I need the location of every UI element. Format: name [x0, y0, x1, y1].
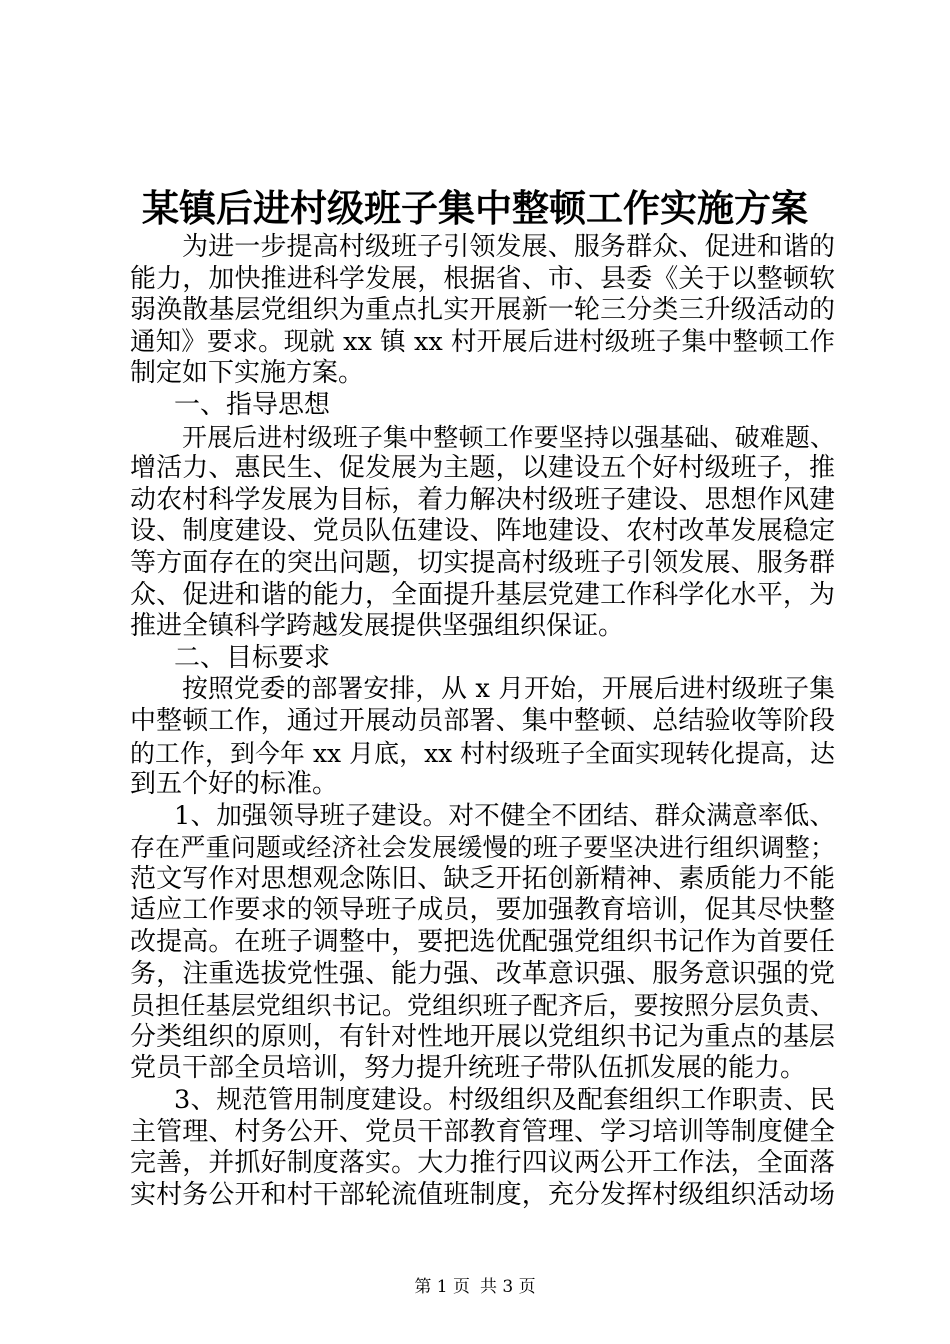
page-number: 第 1 页	[414, 1277, 470, 1297]
body-line: 1、加强领导班子建设。对不健全不团结、群众满意率低、	[174, 800, 835, 831]
page-footer	[0, 1276, 950, 1298]
body-line: 党员干部全员培训，努力提升统班子带队伍抓发展的能力。	[130, 1053, 807, 1084]
body-line: 动农村科学发展为目标，着力解决村级班子建设、思想作风建	[130, 484, 835, 515]
body-line: 开展后进村级班子集中整顿工作要坚持以强基础、破难题、	[182, 422, 835, 452]
body-line: 按照党委的部署安排，从 x 月开始，开展后进村级班子集	[182, 674, 835, 705]
body-line: 员担任基层党组织书记。党组织班子配齐后，要按照分层负责、	[130, 991, 835, 1021]
body-line: 务，注重选拔党性强、能力强、改革意识强、服务意识强的党	[130, 958, 835, 989]
body-line: 范文写作对思想观念陈旧、缺乏开拓创新精神、素质能力不能	[130, 863, 835, 894]
body-line: 等方面存在的突出问题，切实提高村级班子引领发展、服务群	[130, 547, 835, 578]
body-line: 推进全镇科学跨越发展提供坚强组织保证。	[130, 611, 625, 642]
body-line: 能力，加快推进科学发展，根据省、市、县委《关于以整顿软	[130, 263, 835, 294]
body-line: 增活力、惠民生、促发展为主题，以建设五个好村级班子，推	[130, 453, 835, 484]
body-line: 制定如下实施方案。	[130, 358, 365, 389]
section-heading: 二、目标要求	[174, 642, 331, 673]
document-body	[130, 232, 835, 1211]
body-line: 到五个好的标准。	[130, 769, 339, 800]
body-line: 改提高。在班子调整中，要把选优配强党组织书记作为首要任	[130, 927, 835, 958]
body-line: 为进一步提高村级班子引领发展、服务群众、促进和谐的	[182, 232, 835, 262]
section-heading: 一、指导思想	[174, 389, 331, 420]
body-line: 存在严重问题或经济社会发展缓慢的班子要坚决进行组织调整；	[130, 833, 835, 863]
body-line: 众、促进和谐的能力，全面提升基层党建工作科学化水平，为	[130, 579, 835, 610]
body-line: 弱涣散基层党组织为重点扎实开展新一轮三分类三升级活动的	[130, 295, 835, 326]
body-line: 设、制度建设、党员队伍建设、阵地建设、农村改革发展稳定	[130, 516, 835, 547]
body-line: 通知》要求。现就 xx 镇 xx 村开展后进村级班子集中整顿工作	[130, 326, 835, 357]
body-line: 3、规范管用制度建设。村级组织及配套组织工作职责、民	[174, 1085, 835, 1116]
body-line: 完善，并抓好制度落实。大力推行四议两公开工作法，全面落	[130, 1148, 835, 1179]
body-line: 主管理、村务公开、党员干部教育管理、学习培训等制度健全	[130, 1116, 835, 1147]
body-line: 中整顿工作，通过开展动员部署、集中整顿、总结验收等阶段	[130, 705, 835, 736]
body-line: 分类组织的原则，有针对性地开展以党组织书记为重点的基层	[130, 1021, 835, 1052]
body-line: 的工作，到今年 xx 月底，xx 村村级班子全面实现转化提高，达	[130, 738, 835, 768]
body-line: 实村务公开和村干部轮流值班制度，充分发挥村级组织活动场	[130, 1179, 835, 1210]
document-title: 某镇后进村级班子集中整顿工作实施方案	[142, 187, 808, 230]
page-total: 共 3 页	[480, 1277, 536, 1297]
body-line: 适应工作要求的领导班子成员，要加强教育培训，促其尽快整	[130, 895, 835, 926]
